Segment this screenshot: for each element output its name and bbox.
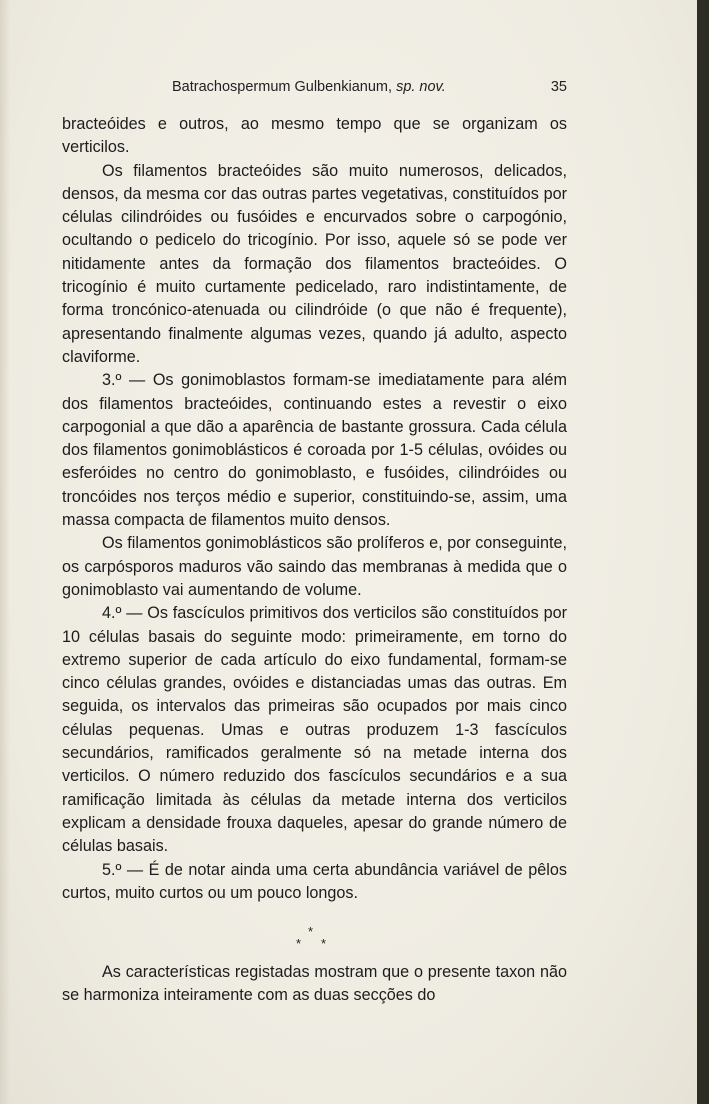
paragraph-continuation: bracteóides e outros, ao mesmo tempo que se organizam os verticilos. [62,115,567,157]
asterism-star-right: * [321,936,327,952]
running-title [172,79,446,95]
running-title-italic: sp. nov. [396,79,446,95]
section-break-asterism [62,905,567,961]
page-number: 35 [550,79,567,95]
asterism-star-top: * [308,924,314,940]
page-right-margin-shadow [697,0,709,1104]
paragraph-item-4-fascicles: 4.º — Os fascículos primitivos dos verticilos são constituídos por 10 células basais do seguinte modo: primeiramente, em torno do extremo superior de cada artículo do eixo fundamental, formam-se cinco células grandes, ovóides e distanciadas umas das outras. Em seguida, os intervalos das primeiras são ocupados por mais cinco células pequenas. Umas e outras produzem 1-3 fascículos secundários, ramificados geralmente só na metade interna dos verticilos. O número reduzido dos fascículos secundários e a sua ramificação limitada às células da metade interna dos verticilos explicam a densidade frouxa daqueles, apesar do grande número de células basais. [62,604,567,856]
paragraph-item-5-hairs: 5.º — É de notar ainda uma certa abundância variável de pêlos curtos, muito curtos ou um pouco longos. [62,860,567,902]
body-text [62,113,567,1008]
paragraph-gonimoblastic-filaments: Os filamentos gonimoblásticos são prolíferos e, por conseguinte, os carpósporos maduros vão saindo das membranas à medida que o gonimoblasto vai aumentando de volume. [62,534,567,599]
paragraph-closing: As características registadas mostram que o presente taxon não se harmoniza inteiramente com as duas secções do [62,963,567,1005]
binding-shadow [0,0,10,1104]
page-header [62,79,567,103]
running-title-roman: Batrachospermum Gulbenkianum, [172,79,397,95]
paragraph-item-3-gonimoblasts: 3.º — Os gonimoblastos formam-se imediatamente para além dos filamentos bracteóides, continuando estes a revestir o eixo carpogonial a que dão a aparência de bastante grossura. Cada célula dos filamentos gonimoblásticos é coroada por 1-5 células, ovóides ou esferóides no centro do gonimoblasto, e fusóides, cilindróides ou troncóides nos terços médio e superior, constituindo-se, assim, uma massa compacta de filamentos muito densos. [62,371,567,530]
paragraph-bracteoid-filaments: Os filamentos bracteóides são muito numerosos, delicados, densos, da mesma cor das outras partes vegetativas, constituídos por células cilindróides ou fusóides e encurvados sobre o carpogónio, ocultando o pedicelo do tricogínio. Por isso, aquele só se pode ver nitidamente antes da formação dos filamentos bracteóides. O tricogínio é muito curtamente pedicelado, raro indistintamente, de forma troncónico-atenuada ou cilindróide (o que não é frequente), apresentando finalmente algumas vezes, quando já adulto, aspecto claviforme. [62,161,567,366]
asterism-star-left: * [296,936,302,952]
